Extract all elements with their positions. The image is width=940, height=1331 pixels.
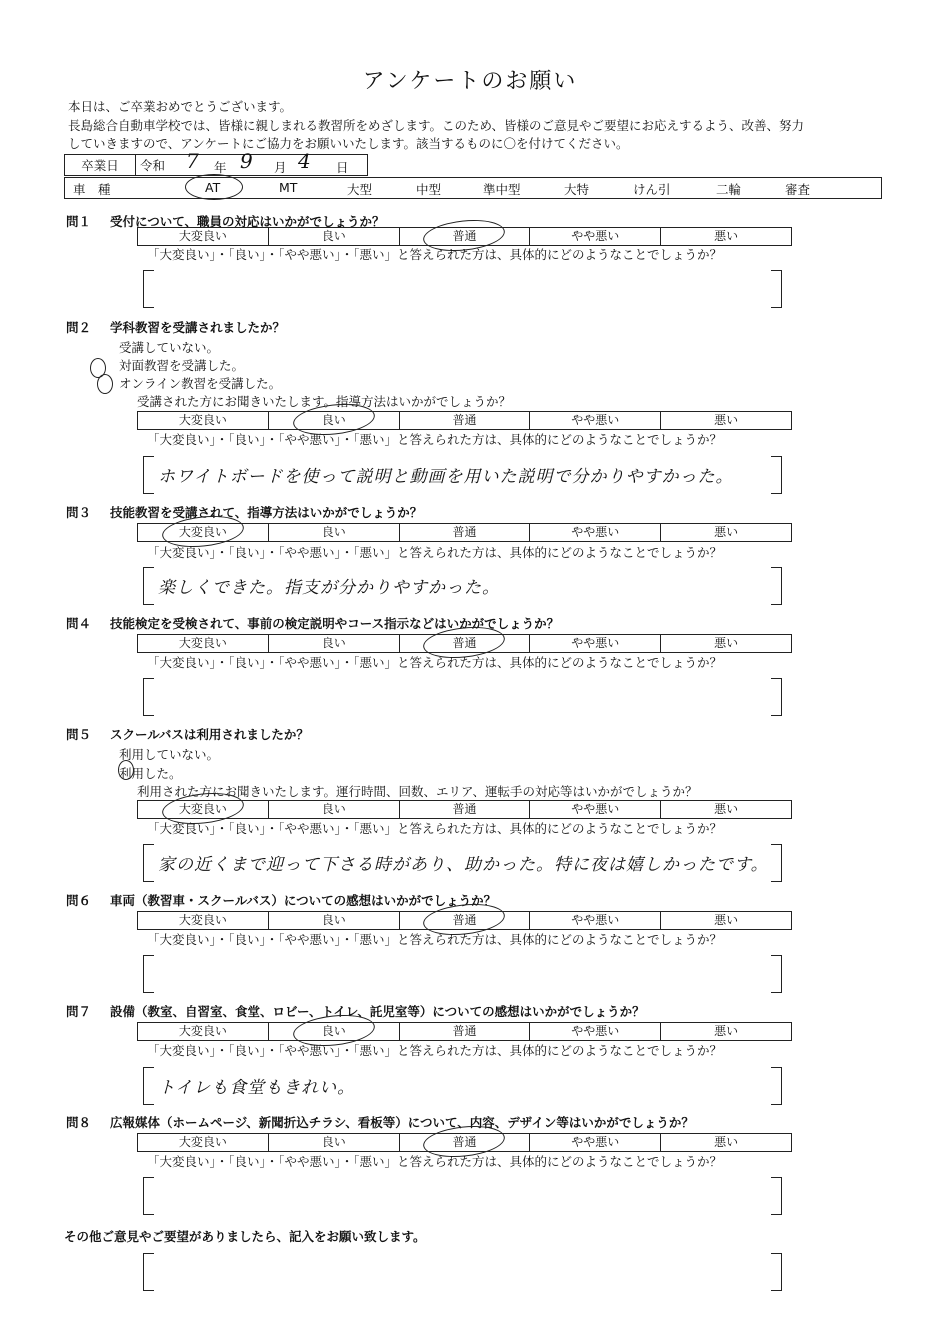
question-3-followup: 「大変良い」・「良い」・「やや悪い」・「悪い」と答えられた方は、具体的にどのようなことでしょうか？ (147, 545, 723, 560)
other-answer-bracket-left (143, 1253, 154, 1291)
rating-option[interactable]: 良い (269, 801, 400, 818)
rating-option[interactable]: 良い (269, 412, 400, 429)
question-2-option-1[interactable]: 受講していない。 (119, 340, 220, 355)
question-1-answer-bracket-left (143, 270, 154, 308)
day-value: 4 (298, 149, 311, 173)
question-6-rating-scale (137, 911, 792, 930)
q5-mark-circle-icon (118, 760, 134, 780)
question-2-answer-bracket-left (143, 456, 154, 494)
rating-option[interactable]: やや悪い (530, 524, 661, 541)
rating-option[interactable]: 良い (269, 635, 400, 652)
graduation-label: 卒業日 (65, 155, 136, 176)
rating-option[interactable]: 大変良い (138, 412, 269, 429)
rating-option[interactable]: 大変良い (138, 1134, 269, 1151)
month-value: 9 (240, 149, 253, 173)
rating-option[interactable]: 普通 (400, 1134, 531, 1151)
vehicle-option-large[interactable]: 大型 (347, 182, 373, 197)
question-4-rating-scale (137, 634, 792, 653)
question-7-number: 問７ (66, 1004, 92, 1019)
graduation-date-table (64, 149, 368, 176)
vehicle-option-exam[interactable]: 審査 (785, 182, 811, 197)
question-2-answer[interactable]: ホワイトボードを使って説明と動画を用いた説明で分かりやすかった。 (158, 467, 734, 487)
rating-option[interactable]: 悪い (714, 636, 739, 650)
rating-option[interactable]: やや悪い (530, 912, 661, 929)
rating-option[interactable]: 良い (269, 1134, 400, 1151)
rating-option[interactable]: 普通 (400, 912, 531, 929)
rating-option[interactable]: 良い (269, 912, 400, 929)
question-1-answer-bracket-right (771, 270, 782, 308)
rating-option[interactable]: やや悪い (530, 1023, 661, 1040)
question-7-text: 設備（教室、自習室、食堂、ロビー、トイレ、託児室等）についての感想はいかがでしょうか？ (110, 1004, 645, 1019)
year-unit: 年 (214, 160, 227, 175)
rating-option[interactable]: 普通 (400, 412, 531, 429)
question-3-answer-bracket-right (771, 567, 782, 605)
question-5-rating-scale (137, 800, 792, 819)
vehicle-option-towing[interactable]: けん引 (633, 182, 671, 197)
question-4-text: 技能検定を受検されて、事前の検定説明やコース指示などはいかがでしょうか？ (110, 616, 560, 631)
rating-option[interactable]: 普通 (400, 801, 531, 818)
question-5-answer[interactable]: 家の近くまで迎って下さる時があり、助かった。特に夜は嬉しかったです。 (158, 855, 769, 875)
rating-option[interactable]: 大変良い (138, 635, 269, 652)
question-6-answer-bracket-left (143, 955, 154, 993)
vehicle-option-motorcycle[interactable]: 二輪 (716, 182, 742, 197)
question-7-answer-bracket-left (143, 1067, 154, 1105)
q2-mark-2-circle-icon (97, 374, 113, 394)
question-3-answer-bracket-left (143, 567, 154, 605)
month-unit: 月 (274, 160, 287, 175)
question-6-answer-bracket-right (771, 955, 782, 993)
question-8-answer-bracket-left (143, 1177, 154, 1215)
question-7-followup: 「大変良い」・「良い」・「やや悪い」・「悪い」と答えられた方は、具体的にどのようなことでしょうか？ (147, 1043, 723, 1058)
question-7-rating-scale (137, 1022, 792, 1041)
vehicle-label: 車 種 (73, 182, 111, 197)
rating-option[interactable]: やや悪い (530, 228, 661, 245)
rating-option[interactable]: 普通 (400, 635, 531, 652)
vehicle-option-special[interactable]: 大特 (564, 182, 590, 197)
question-1-text: 受付について、職員の対応はいかがでしょうか？ (110, 214, 385, 229)
rating-option[interactable]: 普通 (400, 228, 531, 245)
vehicle-row (64, 177, 882, 199)
vehicle-option-semi-medium[interactable]: 準中型 (483, 182, 521, 197)
rating-option[interactable]: 良い (269, 524, 400, 541)
vehicle-option-mt[interactable]: MT (279, 180, 298, 195)
question-5-number: 問５ (66, 727, 92, 742)
question-3-answer[interactable]: 楽しくできた。指支が分かりやすかった。 (158, 578, 500, 598)
question-4-answer-bracket-left (143, 678, 154, 716)
question-5-answer-bracket-right (771, 844, 782, 882)
rating-option[interactable]: 良い (269, 228, 400, 245)
question-6-number: 問６ (66, 893, 92, 908)
question-4-answer-bracket-right (771, 678, 782, 716)
vehicle-option-medium[interactable]: 中型 (416, 182, 442, 197)
question-1-followup: 「大変良い」・「良い」・「やや悪い」・「悪い」と答えられた方は、具体的にどのようなことでしょうか？ (147, 247, 723, 262)
question-3-number: 問３ (66, 505, 92, 520)
rating-option[interactable]: 良い (269, 1023, 400, 1040)
question-8-text: 広報媒体（ホームページ、新聞折込チラシ、看板等）について、内容、デザイン等はいかがでしょうか？ (110, 1115, 694, 1130)
question-5-sub-prompt: 利用された方にお聞きいたします。運行時間、回数、エリア、運転手の対応等はいかがでしょうか？ (137, 784, 698, 799)
question-8-rating-scale (137, 1133, 792, 1152)
year-value: 7 (186, 149, 199, 173)
question-5-option-1[interactable]: 利用していない。 (119, 747, 220, 762)
question-5-text: スクールバスは利用されましたか？ (110, 727, 309, 742)
question-1-rating-scale (137, 227, 792, 246)
day-unit: 日 (336, 160, 349, 175)
rating-option[interactable]: 大変良い (138, 801, 269, 818)
intro-line-1: 本日は、ご卒業おめでとうございます。 (68, 99, 293, 114)
graduation-date[interactable] (136, 149, 368, 176)
other-prompt: その他ご意見やご要望がありましたら、記入をお願い致します。 (64, 1229, 426, 1244)
question-5-option-2[interactable]: 利用した。 (119, 766, 182, 781)
rating-option[interactable]: 悪い (714, 229, 739, 243)
rating-option[interactable]: 大変良い (138, 228, 269, 245)
question-2-sub-prompt: 受講された方にお聞きいたします。指導方法はいかがでしょうか？ (137, 394, 512, 409)
era: 令和 (140, 158, 166, 173)
page-title: アンケートのお願い (362, 69, 578, 94)
question-2-followup: 「大変良い」・「良い」・「やや悪い」・「悪い」と答えられた方は、具体的にどのようなことでしょうか？ (147, 432, 723, 447)
question-4-number: 問４ (66, 616, 92, 631)
intro-line-3: していきますので、アンケートにご協力をお願いいたします。該当するものに〇を付けてください。 (68, 136, 629, 151)
question-2-answer-bracket-right (771, 456, 782, 494)
question-3-rating-scale (137, 523, 792, 542)
rating-option[interactable]: 大変良い (138, 1023, 269, 1040)
rating-option[interactable]: 大変良い (138, 524, 269, 541)
question-2-number: 問２ (66, 320, 92, 335)
question-4-followup: 「大変良い」・「良い」・「やや悪い」・「悪い」と答えられた方は、具体的にどのようなことでしょうか？ (147, 655, 723, 670)
question-2-option-2[interactable]: 対面教習を受講した。 (119, 358, 245, 373)
rating-option[interactable]: やや悪い (530, 801, 661, 818)
question-7-answer-bracket-right (771, 1067, 782, 1105)
rating-option[interactable]: 悪い (714, 802, 739, 816)
question-6-followup: 「大変良い」・「良い」・「やや悪い」・「悪い」と答えられた方は、具体的にどのようなことでしょうか？ (147, 932, 723, 947)
rating-option[interactable]: やや悪い (530, 412, 661, 429)
rating-option[interactable]: 悪い (714, 1135, 739, 1149)
rating-option[interactable]: 悪い (714, 1024, 739, 1038)
rating-option[interactable]: やや悪い (530, 635, 661, 652)
other-answer-bracket-right (771, 1253, 782, 1291)
intro-line-2: 長島総合自動車学校では、皆様に親しまれる教習所をめざします。このため、皆様のご意見やご要望にお応えするよう、改善、努力 (68, 118, 805, 133)
rating-option[interactable]: 普通 (400, 524, 531, 541)
rating-option[interactable]: 悪い (714, 525, 739, 539)
rating-option[interactable]: 大変良い (138, 912, 269, 929)
question-1-number: 問１ (66, 214, 92, 229)
question-2-option-3[interactable]: オンライン教習を受講した。 (119, 376, 282, 391)
vehicle-selected-circle (185, 174, 243, 200)
question-3-text: 技能教習を受講されて、指導方法はいかがでしょうか？ (110, 505, 423, 520)
question-5-answer-bracket-left (143, 844, 154, 882)
vehicle-option-at[interactable]: AT (205, 180, 221, 195)
question-2-text: 学科教習を受講されましたか？ (110, 320, 286, 335)
question-2-rating-scale (137, 411, 792, 430)
question-8-followup: 「大変良い」・「良い」・「やや悪い」・「悪い」と答えられた方は、具体的にどのようなことでしょうか？ (147, 1154, 723, 1169)
question-5-followup: 「大変良い」・「良い」・「やや悪い」・「悪い」と答えられた方は、具体的にどのようなことでしょうか？ (147, 821, 723, 836)
question-8-answer-bracket-right (771, 1177, 782, 1215)
rating-option[interactable]: 悪い (714, 913, 739, 927)
rating-option[interactable]: やや悪い (530, 1134, 661, 1151)
question-6-text: 車両（教習車・スクールバス）についての感想はいかがでしょうか？ (110, 893, 497, 908)
question-8-number: 問８ (66, 1115, 92, 1130)
rating-option[interactable]: 悪い (714, 413, 739, 427)
rating-option[interactable]: 普通 (400, 1023, 531, 1040)
question-7-answer[interactable]: トイレも食堂もきれい。 (158, 1078, 356, 1098)
